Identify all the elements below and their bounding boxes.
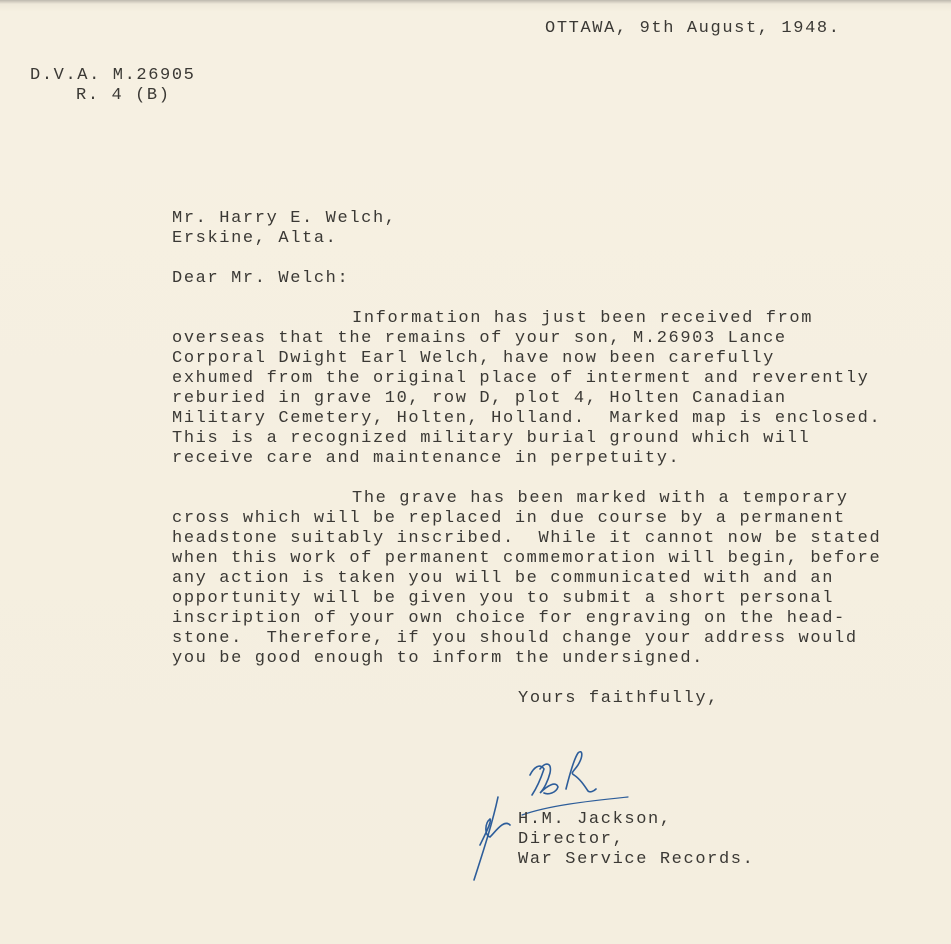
signatory-name: H.M. Jackson,: [518, 810, 672, 829]
paragraph1-line: exhumed from the original place of interment and reverently: [172, 369, 870, 388]
paragraph1-line: reburied in grave 10, row D, plot 4, Holten Canadian: [172, 389, 787, 408]
paragraph2-line: stone. Therefore, if you should change your address would: [172, 629, 858, 648]
paragraph1-line: Military Cemetery, Holten, Holland. Marked map is enclosed.: [172, 409, 882, 428]
signatory-department: War Service Records.: [518, 850, 755, 869]
paragraph1-line: receive care and maintenance in perpetuity.: [172, 449, 681, 468]
paragraph1-line: Information has just been received from: [352, 309, 814, 328]
paragraph1-line: This is a recognized military burial ground which will: [172, 429, 811, 448]
paragraph1-line: Corporal Dwight Earl Welch, have now been carefully: [172, 349, 775, 368]
paragraph2-line: opportunity will be given you to submit a short personal: [172, 589, 835, 608]
reference-line-1: D.V.A. M.26905: [30, 66, 196, 85]
recipient-name: Mr. Harry E. Welch,: [172, 209, 397, 228]
paragraph2-line: inscription of your own choice for engraving on the head-: [172, 609, 846, 628]
paragraph2-line: headstone suitably inscribed. While it cannot now be stated: [172, 529, 882, 548]
paragraph2-line: you be good enough to inform the undersigned.: [172, 649, 704, 668]
salutation: Dear Mr. Welch:: [172, 269, 350, 288]
dateline: OTTAWA, 9th August, 1948.: [545, 19, 841, 38]
signatory-title: Director,: [518, 830, 625, 849]
paragraph1-line: overseas that the remains of your son, M.26903 Lance: [172, 329, 787, 348]
paragraph2-line: The grave has been marked with a temporary: [352, 489, 849, 508]
recipient-address: Erskine, Alta.: [172, 229, 338, 248]
closing: Yours faithfully,: [518, 689, 719, 708]
paragraph2-line: cross which will be replaced in due course by a permanent: [172, 509, 846, 528]
paragraph2-line: when this work of permanent commemoration will begin, before: [172, 549, 882, 568]
reference-line-2: R. 4 (B): [76, 86, 171, 105]
paragraph2-line: any action is taken you will be communicated with and an: [172, 569, 835, 588]
